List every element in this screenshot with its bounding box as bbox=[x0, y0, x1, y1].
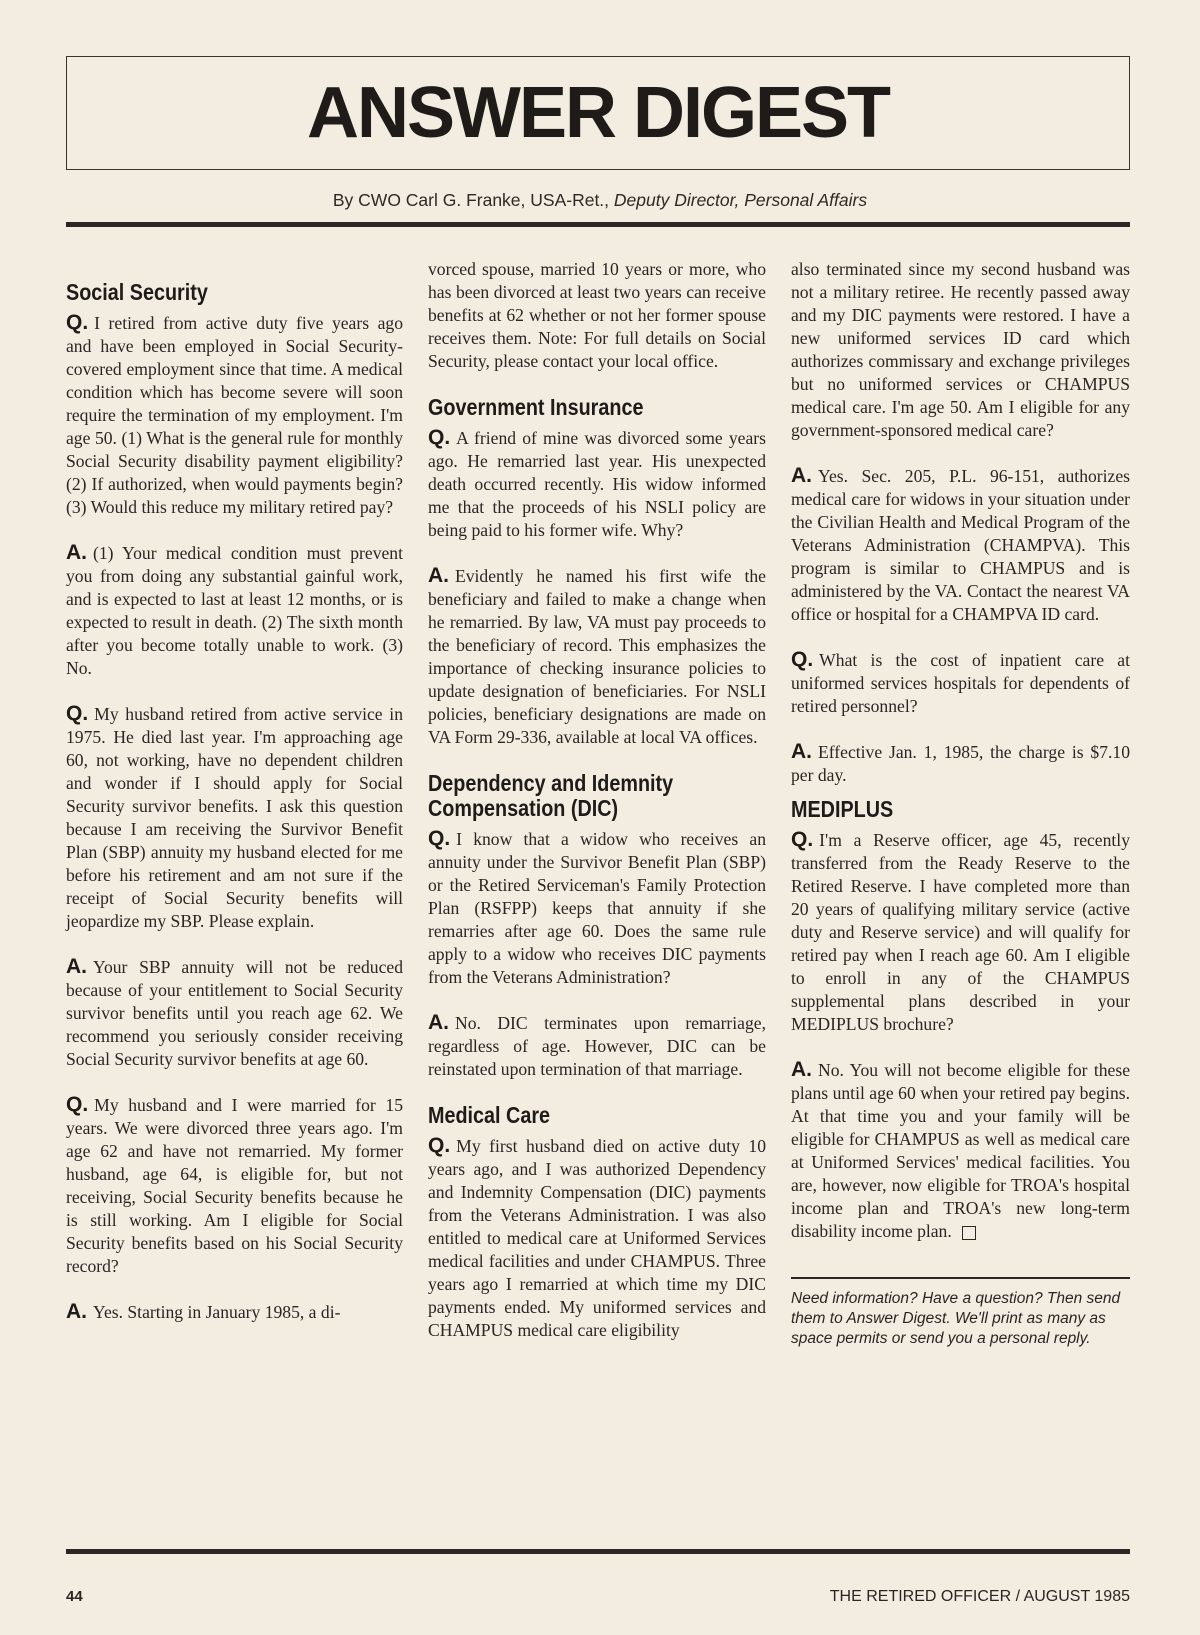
answer: A. Yes. Sec. 205, P.L. 96-151, authorizes medical care for widows in your situation under the Civilian Health and Medical Program of the Veterans Administration (CHAMPVA). This program is similar to CHAMPUS and is administered by the VA. Contact the nearest VA office or hospital for a CHAMPVA ID card. bbox=[791, 464, 1130, 624]
column-2 bbox=[428, 258, 766, 1342]
title-box bbox=[66, 56, 1130, 170]
question: Q. I retired from active duty five years ago and have been employed in Social Security-covered employment since that time. A medical condition which has become severe will soon require the termination of my employment. I'm age 50. (1) What is the general rule for monthly Social Security disability payment eligibility? (2) If authorized, when would payments begin? (3) Would this reduce my military retired pay? bbox=[66, 311, 403, 517]
section-heading-government-insurance: Government Insurance bbox=[428, 394, 644, 420]
answer: A. (1) Your medical condition must prevent you from doing any substantial gainful work, and is expected to last at least 12 months, or is expected to result in death. (2) The sixth month after you become totally unable to work. (3) No. bbox=[66, 541, 403, 678]
answer: A. Effective Jan. 1, 1985, the charge is $7.10 per day. bbox=[791, 740, 1130, 785]
question: Q. What is the cost of inpatient care at uniformed services hospitals for dependents of retired personnel? bbox=[791, 648, 1130, 716]
question-continued: also terminated since my second husband was not a military retiree. He recently passed away and my DIC payments were restored. I have a new uniformed services ID card which authorizes commissary and exchange privileges but no uniformed services or CHAMPUS medical care. I'm age 50. Am I eligible for any government-sponsored medical care? bbox=[791, 259, 1130, 440]
byline-role: Deputy Director, Personal Affairs bbox=[613, 190, 868, 210]
magazine-footer: THE RETIRED OFFICER / AUGUST 1985 bbox=[829, 1588, 1130, 1605]
question: Q. I'm a Reserve officer, age 45, recently transferred from the Ready Reserve to the Retired Reserve. I have completed more than 20 years of qualifying military service (active duty and Reserve service) and will qualify for retired pay when I reach age 60. Am I eligible to enroll in any of the CHAMPUS supplemental plans described in your MEDIPLUS brochure? bbox=[791, 828, 1130, 1034]
page-number: 44 bbox=[66, 1588, 83, 1605]
section-heading-social-security: Social Security bbox=[66, 279, 208, 305]
top-rule bbox=[66, 222, 1130, 227]
answer: A. Evidently he named his first wife the beneficiary and failed to make a change when he remarried. By law, VA must pay proceeds to the beneficiary of record. This emphasizes the importance of checking insurance policies to update designation of beneficiaries. For NSLI policies, beneficiary designations are made on VA Form 29-336, available at local VA offices. bbox=[428, 564, 766, 747]
question: Q. My first husband died on active duty 10 years ago, and I was authorized Dependency and Indemnity Compensation (DIC) payments from the Veterans Administration. I was also entitled to medical care at Uniformed Services medical facilities and under CHAMPUS. Three years ago I remarried at which time my DIC payments ended. My uniformed services and CHAMPUS medical care eligibility bbox=[428, 1134, 766, 1340]
answer: A. No. DIC terminates upon remarriage, regardless of age. However, DIC can be reinstated upon termination of that marriage. bbox=[428, 1011, 766, 1079]
question: Q. My husband and I were married for 15 years. We were divorced three years ago. I'm age 62 and have not remarried. My former husband, age 64, is eligible for, but not receiving, Social Security benefits because he is still working. Am I eligible for Social Security benefits based on his Social Security record? bbox=[66, 1093, 403, 1276]
question: Q. A friend of mine was divorced some years ago. He remarried last year. His unexpected death occurred recently. His widow informed me that the proceeds of his NSLI policy are being paid to his former wife. Why? bbox=[428, 426, 766, 540]
byline bbox=[0, 190, 1200, 211]
bottom-rule bbox=[66, 1549, 1130, 1554]
end-mark-icon bbox=[962, 1226, 976, 1240]
column-3 bbox=[791, 258, 1130, 1349]
section-heading-mediplus: MEDIPLUS bbox=[791, 796, 894, 822]
question: Q. My husband retired from active service in 1975. He died last year. I'm approaching age 60, not working, have no dependent children and wonder if I should apply for Social Security survivor benefits. I ask this question because I am receiving the Survivor Benefit Plan (SBP) annuity my husband elected for me before his retirement and am not sure if the receipt of Social Security benefits will jeopardize my SBP. Please explain. bbox=[66, 702, 403, 931]
answer-continued: vorced spouse, married 10 years or more, who has been divorced at least two years can receive benefits at 62 whether or not her former spouse receives them. Note: For full details on Social Security, please contact your local office. bbox=[428, 259, 766, 371]
question: Q. I know that a widow who receives an annuity under the Survivor Benefit Plan (SBP) or the Retired Serviceman's Family Protection Plan (RSFPP) keeps that annuity if she remarries after age 60. Does the same rule apply to a widow who receives DIC payments from the Veterans Administration? bbox=[428, 827, 766, 987]
answer: A. Your SBP annuity will not be reduced because of your entitlement to Social Security survivor benefits until you reach age 62. We recommend you seriously consider receiving Social Security survivor benefits at age 60. bbox=[66, 955, 403, 1069]
byline-author: By CWO Carl G. Franke, USA-Ret., bbox=[332, 190, 614, 210]
answer: A. No. You will not become eligible for these plans until age 60 when your retired pay begins. At that time you and your family will be eligible for CHAMPUS as well as medical care at Uniformed Services' medical facilities. You are, however, now eligible for TROA's hospital income plan and TROA's new long-term disability income plan. bbox=[791, 1058, 1130, 1241]
submission-note: Need information? Have a question? Then send them to Answer Digest. We'll print as many as space permits or send you a personal reply. bbox=[791, 1290, 1121, 1347]
column-1 bbox=[66, 258, 403, 1324]
note-rule bbox=[791, 1277, 1130, 1279]
section-heading-dic: Dependency and Idemnity Compensation (DIC) bbox=[428, 770, 674, 821]
answer: A. Yes. Starting in January 1985, a di- bbox=[66, 1300, 341, 1323]
section-heading-medical-care: Medical Care bbox=[428, 1102, 551, 1128]
page-title: ANSWER DIGEST bbox=[306, 73, 890, 153]
